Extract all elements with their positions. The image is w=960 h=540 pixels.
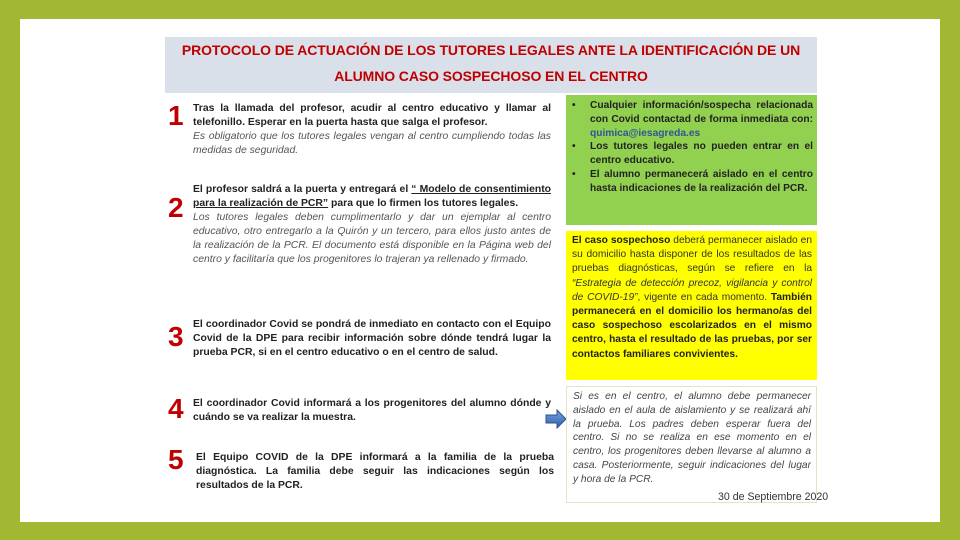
green-bullet-isolation: • El alumno permanecerá aislado en el centro hasta indicaciones de la realización del PCR. [590,168,813,196]
step-1-number: 1 [168,100,184,131]
white-info-box: Si es en el centro, el alumno debe permanecer aislado en el aula de aislamiento y se realizará ahí la prueba. Los padres deben esperar fuera del centro. Si no se realiza en ese momento en el centro, los progenitores deben llevarse al alumno a casa. Posteriormente, seguir indicaciones del lugar y hora de la PCR. [566,386,817,503]
step-2-note: Los tutores legales deben cumplimentarlo y dar un ejemplar al centro educativo, otro entregarlo a la Quirón y un tercero, para ellos justo antes de la realización de la PCR. El documento está disponible en la Página web del centro y facilitaría que los progenitores lo trajeran ya rellenado y firmado. [193,212,551,265]
step-2-form-name: “ Modelo de consentimiento para la realización de PCR” [193,184,551,209]
step-3-text: El coordinador Covid se pondrá de inmediato en contacto con el Equipo Covid de la DPE para recibir información sobre dónde tendrá lugar la prueba PCR, si en el centro educativo o en el centro de salud. [193,319,551,358]
yellow-text-2: , vigente en cada momento. [637,291,771,303]
title-line-2: ALUMNO CASO SOSPECHOSO EN EL CENTRO [334,68,648,84]
step-2-text-before: El profesor saldrá a la puerta y entregará el [193,184,412,195]
step-1-text-block [193,102,551,158]
page-title [165,37,817,93]
yellow-bold-text: También permanecerá en el domicilio los hermano/as del caso sospechoso escolarizados en el mismo centro, hasta el resultado de las pruebas, por ser contactos familiares convivientes. [572,291,813,360]
step-2-text-block [193,183,551,267]
step-5-number: 5 [168,444,184,475]
yellow-info-box [566,231,817,380]
step-1-note: Es obligatorio que los tutores legales vengan al centro cumpliendo todas las medidas de seguridad. [193,131,551,156]
step-5-text: El Equipo COVID de la DPE informará a la familia de la prueba diagnóstica. La familia debe seguir las indicaciones según los resultados de la PCR. [196,452,554,491]
yellow-strategy: “Estrategia de detección precoz, vigilancia y control de COVID-19” [572,277,812,303]
right-arrow-icon [545,409,567,429]
date-label: 30 de Septiembre 2020 [718,491,829,503]
title-line-1: PROTOCOLO DE ACTUACIÓN DE LOS TUTORES LEGALES ANTE LA IDENTIFICACIÓN DE UN [181,42,801,58]
contact-email: quimica@iesagreda.es [590,127,701,139]
green-bullet-no-entry: • Los tutores legales no pueden entrar en el centro educativo. [590,140,813,168]
step-2-text-after: para que lo firmen los tutores legales. [328,198,519,209]
green-bullet-contact-text: Cualquier información/sospecha relacionada con Covid contactad de forma inmediata con: [590,100,813,125]
green-info-box [566,95,817,225]
step-1-text: Tras la llamada del profesor, acudir al centro educativo y llamar al telefonillo. Esperar en la puerta hasta que salga el profesor. [193,103,551,128]
yellow-lead: El caso sospechoso [572,235,671,246]
green-info-list [566,99,813,196]
step-4-text: El coordinador Covid informará a los progenitores del alumno dónde y cuándo se va realizar la muestra. [193,398,551,423]
step-3-number: 3 [168,321,184,352]
step-4-number: 4 [168,393,184,424]
step-2-number: 2 [168,192,184,223]
green-bullet-contact [590,99,813,140]
yellow-text-1: deberá permanecer aislado en su domicilio hasta disponer de los resultados de las pruebas diagnósticas, según se refiere en la [572,235,812,275]
